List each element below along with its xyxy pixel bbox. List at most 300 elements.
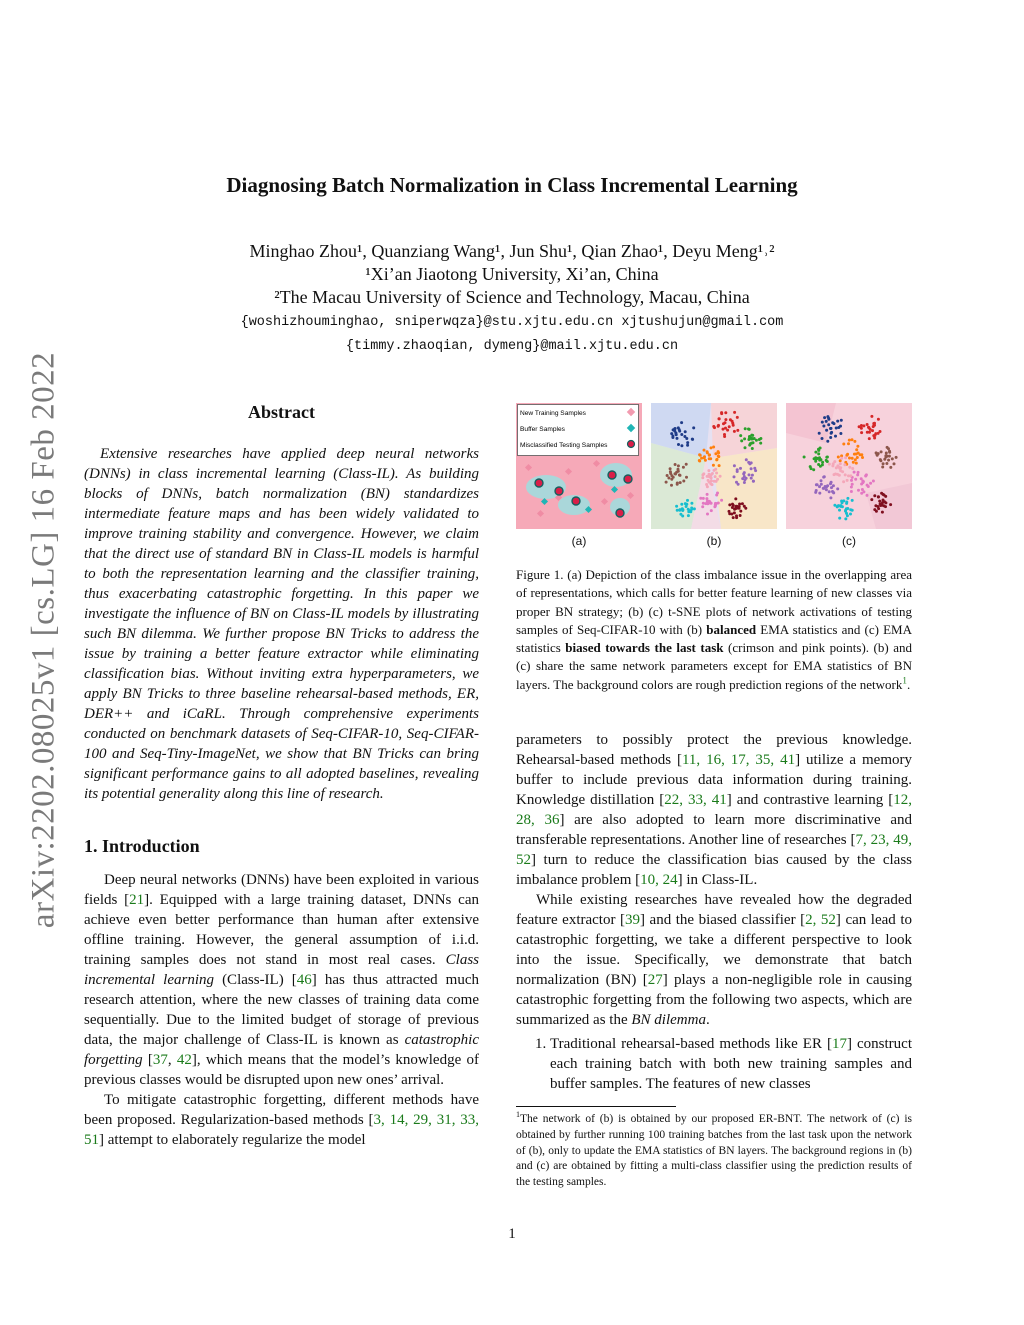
tsne-point [848,439,851,442]
list-item: 1. Traditional rehearsal-based methods like ER [17] construct each training batch with both new training samples and buffer samples. The features of new classes [550,1034,912,1094]
tsne-point [883,500,886,503]
tsne-point [685,505,688,508]
tsne-point [710,473,713,476]
tsne-point [755,439,758,442]
right-column [516,730,912,1094]
tsne-point [685,463,688,466]
tsne-point [836,420,839,423]
tsne-point [705,497,708,500]
tsne-point [887,459,890,462]
tsne-point [838,509,841,512]
tsne-point [670,484,673,487]
tsne-point [844,473,847,476]
tsne-point [825,429,828,432]
tsne-point [836,487,839,490]
tsne-point [713,480,716,483]
tsne-point [724,418,727,421]
citation-link[interactable]: 7, 23, 49, 52 [516,832,913,868]
tsne-point [674,427,677,430]
tsne-point [860,483,863,486]
tsne-point [684,430,687,433]
tsne-point [868,437,871,440]
tsne-point [700,457,703,460]
tsne-point [814,491,817,494]
tsne-point [857,489,860,492]
citation-link[interactable]: 46 [296,972,312,988]
tsne-point [881,511,884,514]
tsne-point [714,452,717,455]
tsne-point [743,471,746,474]
citation-link[interactable]: 11, 16, 17, 35, 41 [681,752,796,768]
citation-link[interactable]: 21 [129,892,145,908]
author-names: Minghao Zhou¹, Quanziang Wang¹, Jun Shu¹, Qian Zhao¹, Deyu Meng¹˒² [249,241,775,261]
tsne-point [679,481,682,484]
tsne-point [855,453,858,456]
tsne-point [714,503,717,506]
tsne-point [851,457,854,460]
tsne-point [708,481,711,484]
tsne-point [708,453,711,456]
tsne-point [844,517,847,520]
tsne-point [873,437,876,440]
tsne-point [731,503,734,506]
figure-sublabel-c: (c) [842,534,856,548]
tsne-point [701,476,704,479]
tsne-point [676,509,679,512]
tsne-point [838,474,841,477]
tsne-point [861,456,864,459]
dilemma-list [516,1034,912,1094]
tsne-point [832,484,835,487]
tsne-point [677,426,680,429]
tsne-point [702,502,705,505]
tsne-point [859,453,862,456]
tsne-point [736,416,739,419]
right-paragraph-1: parameters to possibly protect the previous knowledge. Rehearsal-based methods [11, 16, 17, 35, 41] utilize a memory buffer to include previous data information during training. Knowledge distillation [22, 33, 41] and contrastive learning [12, 28, 36] are also adopted to learn more discriminative and transferable representations. Another line of researches [7, 23, 49, 52] turn to reduce the classification bias caused by the class imbalance problem [10, 24] in Class-IL. [516,732,913,888]
tsne-point [671,436,674,439]
tsne-point [803,456,806,459]
tsne-point [677,464,680,467]
tsne-point [739,514,742,517]
tsne-point [728,425,731,428]
tsne-point [682,466,685,469]
tsne-point [733,430,736,433]
tsne-point [715,472,718,475]
citation-link[interactable]: 12, 28, 36 [516,792,913,828]
intro-paragraph-2: To mitigate catastrophic forgetting, different methods have been proposed. Regularization-based methods [3, 14, 29, 31, 33, 51] attempt to elaborately regularize the model [84,1092,479,1148]
tsne-point [829,427,832,430]
tsne-point [758,438,761,441]
tsne-point [820,483,823,486]
tsne-point [733,411,736,414]
citation-link[interactable]: 3, 14, 29, 31, 33, 51 [84,1112,479,1148]
tsne-point [874,504,877,507]
tsne-point [831,464,834,467]
tsne-point [873,494,876,497]
tsne-point [826,440,829,443]
tsne-point [712,425,715,428]
tsne-point [837,456,840,459]
tsne-point [834,435,837,438]
figure-sublabel-a: (a) [571,534,587,548]
tsne-point [717,424,720,427]
arxiv-id: arXiv:2202.08025v1 [cs.LG] 16 Feb 2022 [25,351,62,929]
tsne-point [893,462,896,465]
tsne-point [854,458,857,461]
figure-sublabel-b: (b) [706,534,722,548]
tsne-point [862,424,865,427]
tsne-point [821,461,824,464]
tsne-point [860,431,863,434]
tsne-point [716,458,719,461]
tsne-point [822,425,825,428]
author-emails-2: {timmy.zhaoqian, dymeng}@mail.xjtu.edu.cn [345,339,679,354]
tsne-point [710,446,713,449]
tsne-point [703,456,706,459]
tsne-point [850,486,853,489]
tsne-point [665,481,668,484]
tsne-point [857,471,860,474]
tsne-point [866,423,869,426]
tsne-point [810,467,813,470]
tsne-point [680,421,683,424]
tsne-point [687,514,690,517]
tsne-point [680,503,683,506]
tsne-point [889,466,892,469]
tsne-point [733,464,736,467]
affiliation-1: ¹Xi’an Jiaotong University, Xi’an, China [365,264,659,284]
tsne-point [713,469,716,472]
tsne-point [868,426,871,429]
tsne-point [851,509,854,512]
paper-title: Diagnosing Batch Normalization in Class Incremental Learning [226,173,798,197]
tsne-point [701,505,704,508]
tsne-point [710,509,713,512]
tsne-point [698,453,701,456]
tsne-point [720,499,723,502]
tsne-point [701,473,704,476]
tsne-point [877,495,880,498]
tsne-point [819,465,822,468]
tsne-point [745,458,748,461]
tsne-point [734,497,737,500]
tsne-point [880,450,883,453]
citation-link[interactable]: 27 [647,972,663,988]
citation-link[interactable]: 22, 33, 41 [664,792,727,808]
tsne-point [710,477,713,480]
tsne-point [864,474,867,477]
tsne-point [875,510,878,513]
legend-misclassified: Misclassified Testing Samples [520,442,608,449]
tsne-point [826,460,829,463]
tsne-point [814,456,817,459]
figure-panel-c [786,403,912,529]
tsne-point [849,513,852,516]
tsne-point [841,470,844,473]
tsne-point [850,479,853,482]
tsne-point [703,449,706,452]
tsne-point [706,513,709,516]
tsne-point [738,503,741,506]
intro-paragraph-1: Deep neural networks (DNNs) have been exploited in various fields [21]. Equipped with a large training dataset, DNNs can achieve even better performance than human after extensive offline training. However, the general assumption of i.i.d. training samples does not stand in most real cases. Class incremental learning (Class-IL) [46] has thus attracted much research attention, where the new classes of training data come sequentially. Due to the limited budget of storage of previous data, the major challenge of Class-IL is known as catastrophic forgetting [37, 42], which means that the model’s knowledge of previous classes would be disrupted upon new ones’ arrival. [84,872,479,1088]
tsne-point [678,509,681,512]
arxiv-sidebar-stamp [16,330,72,950]
tsne-point [877,507,880,510]
tsne-point [748,435,751,438]
affiliation-2: ²The Macau University of Science and Technology, Macau, China [274,287,750,307]
tsne-point [820,479,823,482]
tsne-point [845,512,848,515]
tsne-point [856,473,859,476]
tsne-point [730,513,733,516]
tsne-point [748,462,751,465]
tsne-point [750,477,753,480]
tsne-point [828,463,831,466]
tsne-point [675,505,678,508]
tsne-point [853,440,856,443]
tsne-point [861,488,864,491]
tsne-point [744,427,747,430]
tsne-point [828,490,831,493]
tsne-point [847,474,850,477]
tsne-point [851,438,854,441]
tsne-point [812,468,815,471]
tsne-point [729,418,732,421]
tsne-point [669,467,672,470]
tsne-point [853,471,856,474]
tsne-point [815,483,818,486]
tsne-point [838,517,841,520]
legend-buffer: Buffer Samples [520,426,565,433]
tsne-point [817,448,820,451]
tsne-point [752,480,755,483]
tsne-point [833,460,836,463]
tsne-point [718,464,721,467]
tsne-point [754,469,757,472]
tsne-point [736,470,739,473]
tsne-point [835,466,838,469]
tsne-point [891,457,894,460]
tsne-point [838,466,841,469]
tsne-point [846,479,849,482]
tsne-point [709,457,712,460]
tsne-point [872,422,875,425]
tsne-point [845,501,848,504]
tsne-point [837,504,840,507]
tsne-point [889,503,892,506]
citation-link[interactable]: 37 [152,1052,168,1068]
tsne-point [851,467,854,470]
tsne-point [842,499,845,502]
tsne-point [741,502,744,505]
tsne-point [679,513,682,516]
tsne-point [848,466,851,469]
tsne-point [691,438,694,441]
tsne-point [751,447,754,450]
tsne-point [843,463,846,466]
tsne-point [895,456,898,459]
tsne-point [744,446,747,449]
tsne-point [717,455,720,458]
tsne-point [698,459,701,462]
tsne-point [739,467,742,470]
tsne-point [692,426,695,429]
tsne-point [676,437,679,440]
tsne-point [752,441,755,444]
tsne-point [862,480,865,483]
tsne-point [680,444,683,447]
tsne-point [715,494,718,497]
tsne-point [877,432,880,435]
tsne-point [869,482,872,485]
left-column [84,402,479,1150]
tsne-point [669,470,672,473]
tsne-point [860,477,863,480]
tsne-point [751,437,754,440]
tsne-point [705,483,708,486]
tsne-point [743,481,746,484]
tsne-point [840,457,843,460]
tsne-point [677,443,680,446]
footnote: $^1$The network of (b) is obtained by our proposed ER-BNT. The network of (c) is obtained by further running 100 training batches from the last task upon the network of (b), only to update the EMA statistics of BN layers. The background regions in (b) and (c) are obtained by fitting a multi-class classifier using the prediction results of the testing samples. [516,1110,912,1189]
tsne-point [835,427,838,430]
tsne-point [735,507,738,510]
tsne-point [877,418,880,421]
tsne-point [885,455,888,458]
tsne-point [880,492,883,495]
page-number: 1 [508,1226,516,1242]
abstract-heading: Abstract [248,402,315,422]
tsne-point [821,421,824,424]
tsne-point [866,494,869,497]
tsne-point [667,477,670,480]
tsne-point [686,444,689,447]
tsne-point [833,422,836,425]
tsne-point [732,516,735,519]
tsne-point [832,491,835,494]
tsne-point [846,497,849,500]
citation-link[interactable]: 42 [176,1052,192,1068]
tsne-point [852,461,855,464]
tsne-point [841,505,844,508]
tsne-point [883,458,886,461]
tsne-point [731,422,734,425]
citation-link[interactable]: 2, 52 [805,912,836,928]
tsne-point [860,492,863,495]
tsne-point [740,439,743,442]
tsne-point [825,456,828,459]
tsne-point [706,475,709,478]
tsne-point [720,411,723,414]
tsne-point [870,498,873,501]
tsne-point [825,420,828,423]
tsne-point [712,464,715,467]
tsne-point [707,469,710,472]
abstract-text: Extensive researches have applied deep neural networks (DNNs) in class incremental learning (Class-IL). As building blocks of DNNs, batch normalization (BN) standardizes intermediate feature maps and has been widely validated to improve training stability and convergence. However, we claim that the direct use of standard BN in Class-IL models is harmful to both the representation learning and the classifier training, thus exacerbating catastrophic forgetting. In this paper we investigate the influence of BN on Class-IL models by illustrating such BN dilemma. We further propose BN Tricks to address the issue by training a better feature extractor while eliminating classification bias. Without inviting extra hyperparameters, we apply BN Tricks to three baseline rehearsal-based methods, ER, DER++ and iCaRL. Through comprehensive experiments conducted on benchmark datasets of Seq-CIFAR-10, Seq-CIFAR-100 and Seq-Tiny-ImageNet, we show that BN Tricks can bring significant performance gains to all adopted baselines, revealing its potential generality along this line of research. [84,446,479,802]
tsne-point [718,417,721,420]
tsne-point [825,488,828,491]
tsne-point [699,497,702,500]
figure-panel-a [516,403,642,529]
tsne-point [821,437,824,440]
tsne-point [839,432,842,435]
citation-link[interactable]: 17 [832,1036,847,1052]
tsne-point [817,452,820,455]
tsne-point [885,462,888,465]
tsne-point [829,436,832,439]
tsne-point [856,456,859,459]
tsne-point [855,448,858,451]
tsne-point [748,428,751,431]
tsne-point [823,416,826,419]
tsne-point [748,473,751,476]
tsne-point [837,426,840,429]
tsne-point [878,500,881,503]
footnote-marker[interactable]: 1 [902,675,907,686]
section-heading-introduction: 1. Introduction [84,836,200,856]
tsne-point [856,445,859,448]
tsne-point [736,429,739,432]
tsne-point [848,457,851,460]
tsne-point [722,428,725,431]
tsne-point [888,450,891,453]
citation-link[interactable]: 10, 24 [640,872,678,888]
tsne-point [880,504,883,507]
tsne-point [834,473,837,476]
tsne-point [706,493,709,496]
tsne-point [726,429,729,432]
tsne-point [675,471,678,474]
tsne-point [728,503,731,506]
author-emails-1: {woshizhouminghao, sniperwqza}@stu.xjtu.edu.cn xjtushujun@gmail.com [240,315,784,330]
right-paragraph-2: While existing researches have revealed how the degraded feature extractor [39] and the biased classifier [2, 52] can lead to catastrophic forgetting, we take a different perspective to look into the issue. Specifically, we demonstrate that batch normalization (BN) [27] plays a non-negligible role in causing catastrophic forgetting from the following two aspects, which are summarized as the BN dilemma. [516,892,912,1028]
tsne-point [833,504,836,507]
tsne-point [887,447,890,450]
tsne-point [829,496,832,499]
tsne-point [759,442,762,445]
tsne-point [875,453,878,456]
tsne-point [855,462,858,465]
tsne-point [743,437,746,440]
tsne-point [741,477,744,480]
tsne-point [716,478,719,481]
tsne-point [850,490,853,493]
tsne-point [866,431,869,434]
tsne-point [840,419,843,422]
tsne-point [839,462,842,465]
figure-panel-b [651,403,777,529]
tsne-point [826,484,829,487]
tsne-point [750,467,753,470]
tsne-point [872,480,875,483]
tsne-point [818,492,821,495]
tsne-point [870,415,873,418]
tsne-point [814,451,817,454]
tsne-point [682,480,685,483]
author-block [0,240,1024,359]
footnote-divider [516,1106,676,1107]
tsne-point [679,474,682,477]
tsne-point [714,475,717,478]
tsne-point [845,507,848,510]
citation-link[interactable]: 39 [625,912,640,928]
tsne-point [830,432,833,435]
legend-new-training: New Training Samples [520,410,586,417]
tsne-point [860,424,863,427]
tsne-point [749,442,752,445]
tsne-point [744,507,747,510]
tsne-point [737,483,740,486]
